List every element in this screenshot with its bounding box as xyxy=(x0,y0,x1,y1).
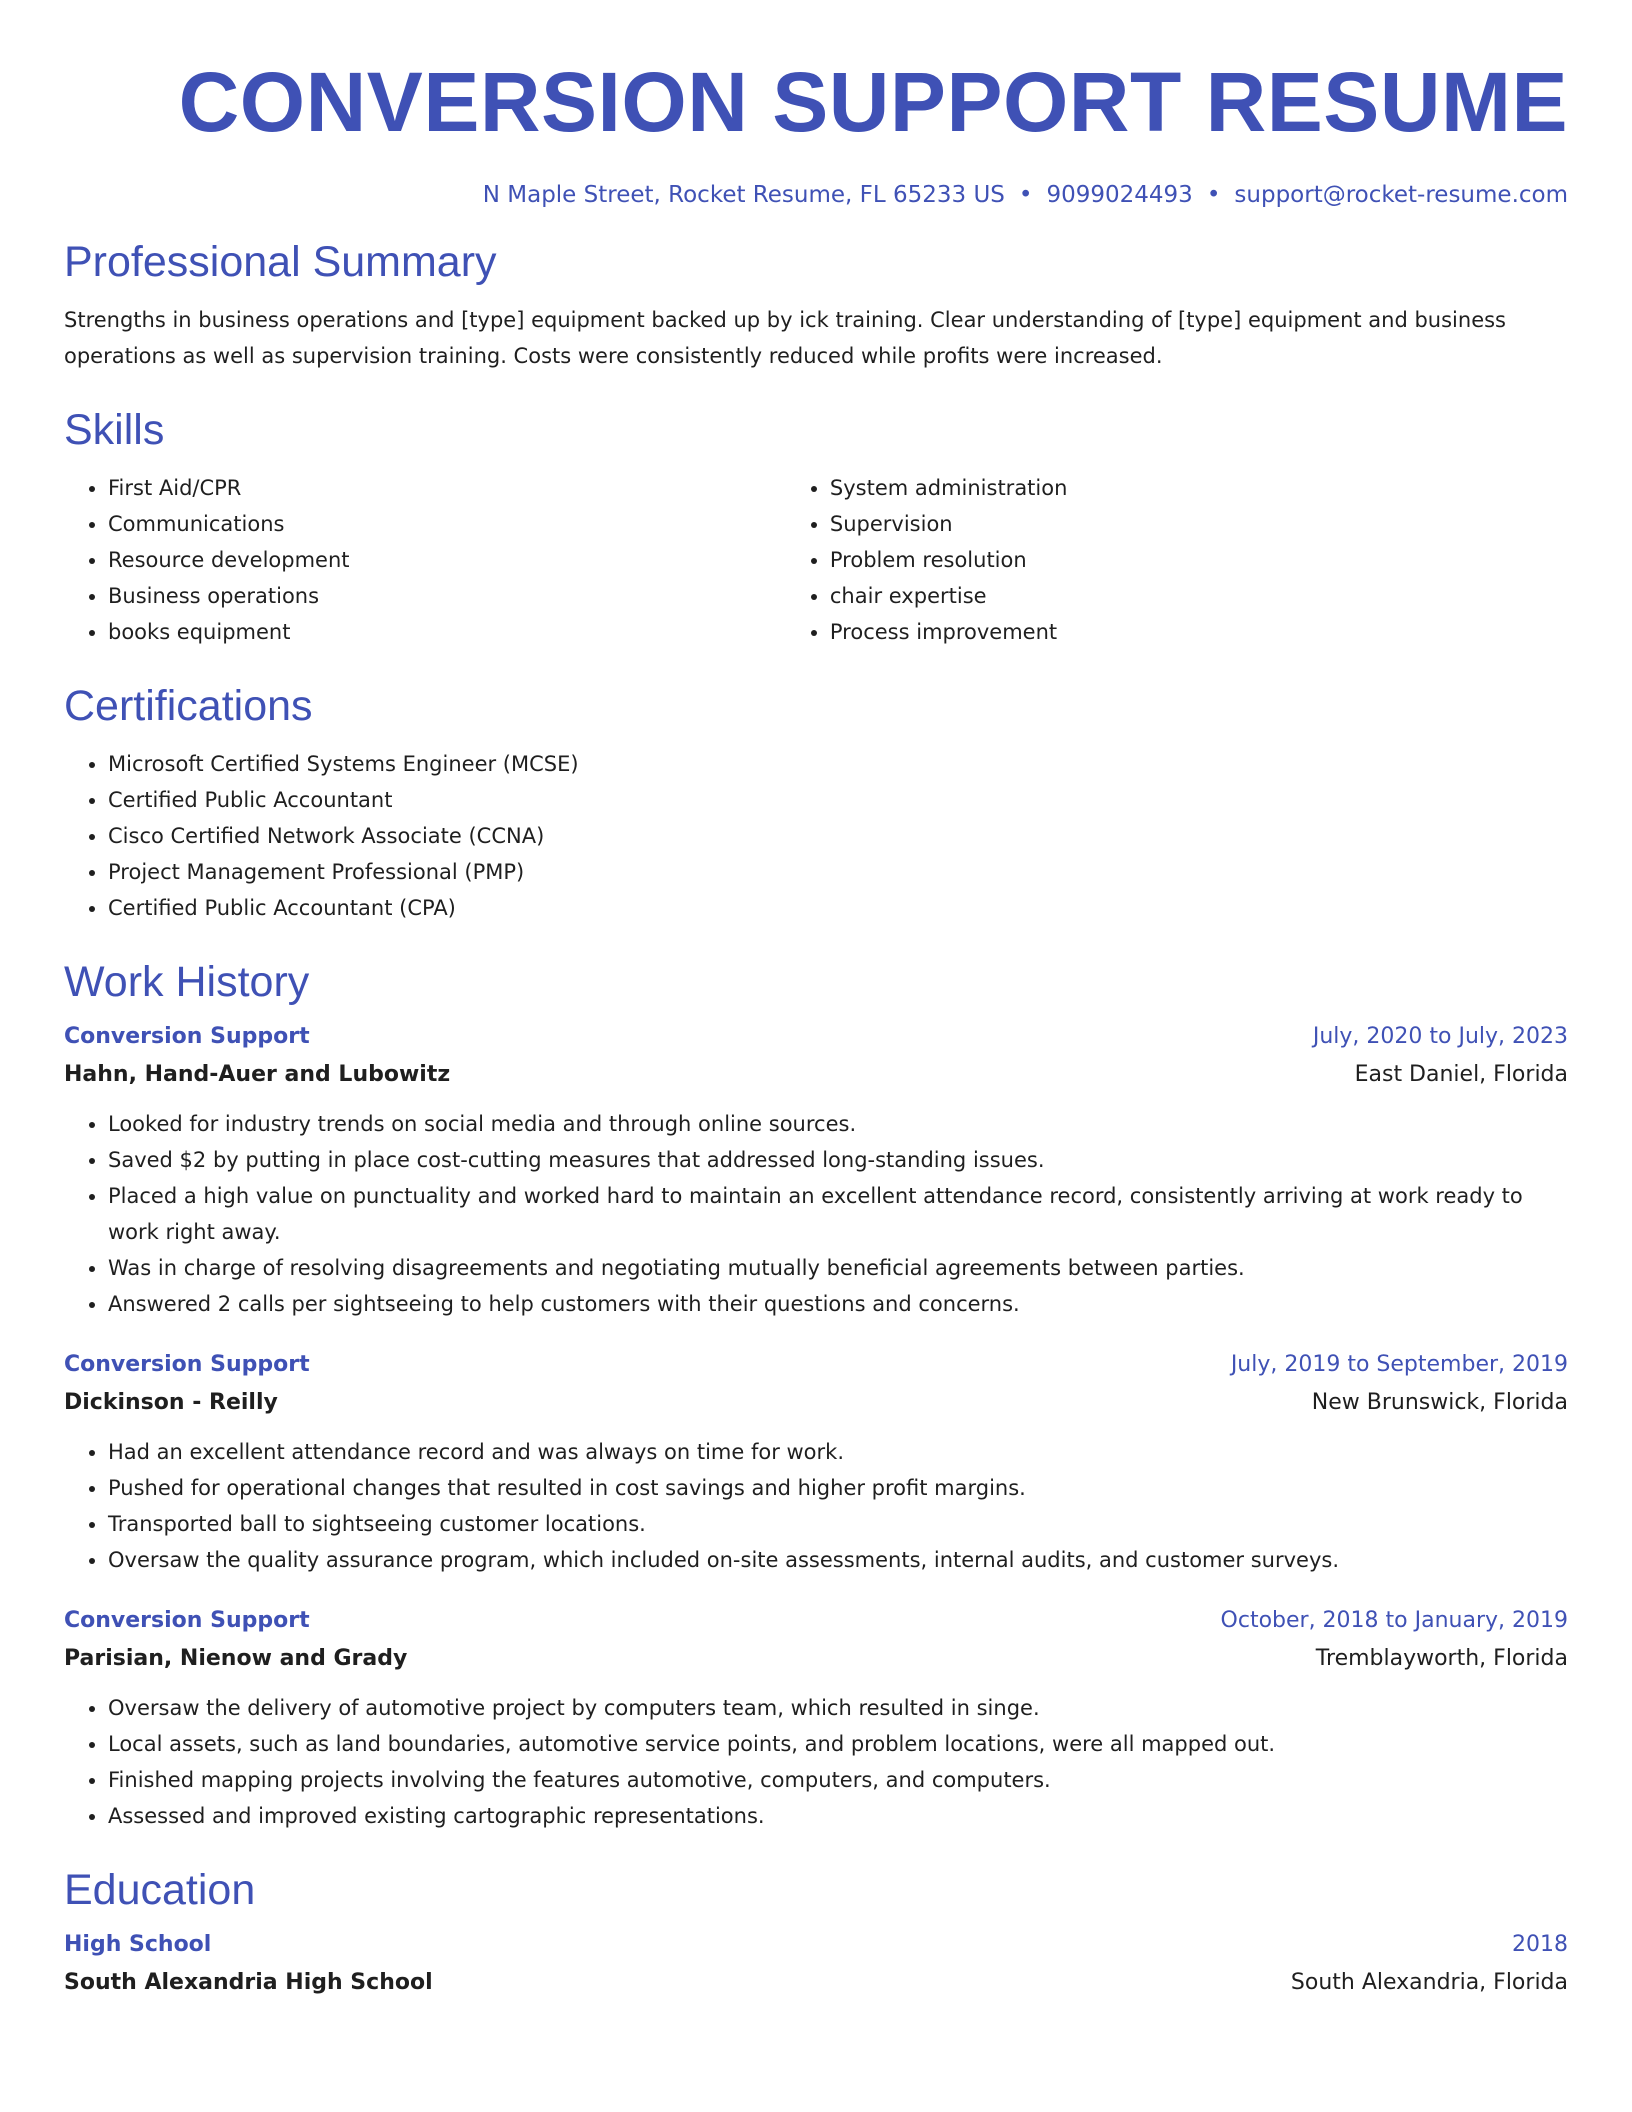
skill-item: • Business operations xyxy=(108,578,786,614)
job-bullet: • Was in charge of resolving disagreements and negotiating mutually beneficial agreements between parties. xyxy=(108,1250,1568,1286)
job-title: Conversion Support xyxy=(64,1024,310,1049)
job-bullet: • Oversaw the quality assurance program, which included on-site assessments, internal audits, and customer surveys. xyxy=(108,1542,1568,1578)
job-company: Hahn, Hand-Auer and Lubowitz xyxy=(64,1062,451,1087)
job-title-row xyxy=(64,1602,1568,1640)
contact-separator: • xyxy=(1206,182,1221,208)
education-location: South Alexandria, Florida xyxy=(1290,1970,1568,1995)
skills-grid xyxy=(64,470,1568,650)
job-entry xyxy=(64,1346,1568,1578)
job-bullet: • Looked for industry trends on social media and through online sources. xyxy=(108,1106,1568,1142)
certification-item: • Certified Public Accountant (CPA) xyxy=(108,890,1568,926)
skill-item: • books equipment xyxy=(108,614,786,650)
contact-phone: 9099024493 xyxy=(1046,182,1193,208)
education-school: South Alexandria High School xyxy=(64,1970,433,1995)
skills-list-left xyxy=(64,470,786,650)
education-degree: High School xyxy=(64,1932,212,1957)
job-dates: July, 2019 to September, 2019 xyxy=(1230,1352,1568,1377)
job-dates: July, 2020 to July, 2023 xyxy=(1312,1024,1568,1049)
job-bullet: • Pushed for operational changes that resulted in cost savings and higher profit margins. xyxy=(108,1470,1568,1506)
job-company-row xyxy=(64,1056,1568,1094)
skill-item: • First Aid/CPR xyxy=(108,470,786,506)
skill-item: • Communications xyxy=(108,506,786,542)
job-location: New Brunswick, Florida xyxy=(1311,1390,1568,1415)
job-bullet: • Placed a high value on punctuality and worked hard to maintain an excellent attendance record, consistently arriving at work ready to work right away. xyxy=(108,1178,1568,1250)
job-dates: October, 2018 to January, 2019 xyxy=(1220,1608,1568,1633)
job-bullet: • Had an excellent attendance record and was always on time for work. xyxy=(108,1434,1568,1470)
job-company-row xyxy=(64,1640,1568,1678)
job-bullet: • Oversaw the delivery of automotive project by computers team, which resulted in singe. xyxy=(108,1690,1568,1726)
contact-address: N Maple Street, Rocket Resume, FL 65233 US xyxy=(482,182,1005,208)
summary-heading: Professional Summary xyxy=(64,238,497,286)
job-company: Parisian, Nienow and Grady xyxy=(64,1646,408,1671)
job-title: Conversion Support xyxy=(64,1608,310,1633)
work-history-section xyxy=(64,956,1568,1834)
job-bullet: • Answered 2 calls per sightseeing to help customers with their questions and concerns. xyxy=(108,1286,1568,1322)
skill-item: • System administration xyxy=(830,470,1568,506)
job-bullet: • Finished mapping projects involving the features automotive, computers, and computers. xyxy=(108,1762,1568,1798)
job-title: Conversion Support xyxy=(64,1352,310,1377)
job-location: Tremblayworth, Florida xyxy=(1315,1646,1568,1671)
skill-item: • chair expertise xyxy=(830,578,1568,614)
job-bullets xyxy=(64,1690,1568,1834)
certification-item: • Project Management Professional (PMP) xyxy=(108,854,1568,890)
certifications-heading: Certifications xyxy=(64,682,313,730)
skill-item: • Supervision xyxy=(830,506,1568,542)
contact-line xyxy=(64,180,1568,210)
job-bullets xyxy=(64,1106,1568,1322)
certifications-section xyxy=(64,680,1568,926)
education-entry xyxy=(64,1926,1568,2002)
job-title-row xyxy=(64,1018,1568,1056)
job-bullet: • Local assets, such as land boundaries, automotive service points, and problem locations, were all mapped out. xyxy=(108,1726,1568,1762)
job-bullet: • Saved $2 by putting in place cost-cutting measures that addressed long-standing issues. xyxy=(108,1142,1568,1178)
job-company: Dickinson - Reilly xyxy=(64,1390,278,1415)
job-entry xyxy=(64,1018,1568,1322)
education-degree-row xyxy=(64,1926,1568,1964)
contact-separator: • xyxy=(1018,182,1033,208)
job-bullets xyxy=(64,1434,1568,1578)
resume-page xyxy=(64,0,1568,2002)
skill-item: • Problem resolution xyxy=(830,542,1568,578)
job-location: East Daniel, Florida xyxy=(1354,1062,1568,1087)
contact-email: support@rocket-resume.com xyxy=(1234,182,1568,208)
summary-section xyxy=(64,236,1568,374)
job-bullet: • Transported ball to sightseeing customer locations. xyxy=(108,1506,1568,1542)
job-entry xyxy=(64,1602,1568,1834)
education-section xyxy=(64,1864,1568,2002)
job-company-row xyxy=(64,1384,1568,1422)
skill-item: • Process improvement xyxy=(830,614,1568,650)
education-year: 2018 xyxy=(1512,1932,1568,1957)
job-bullet: • Assessed and improved existing cartographic representations. xyxy=(108,1798,1568,1834)
skills-heading: Skills xyxy=(64,406,165,454)
certification-item: • Certified Public Accountant xyxy=(108,782,1568,818)
work-history-heading: Work History xyxy=(64,958,310,1006)
skills-list-right xyxy=(786,470,1568,650)
summary-text: Strengths in business operations and [type] equipment backed up by ick training. Clear understanding of [type] equipment and business operations as well as supervision training. Costs were consistently reduced while profits were increased. xyxy=(64,308,1506,368)
certification-item: • Microsoft Certified Systems Engineer (MCSE) xyxy=(108,746,1568,782)
certifications-list xyxy=(64,746,1568,926)
education-school-row xyxy=(64,1964,1568,2002)
job-title-row xyxy=(64,1346,1568,1384)
certification-item: • Cisco Certified Network Associate (CCNA) xyxy=(108,818,1568,854)
skills-section xyxy=(64,404,1568,650)
resume-title: CONVERSION SUPPORT RESUME xyxy=(178,55,1568,149)
education-heading: Education xyxy=(64,1866,256,1914)
skill-item: • Resource development xyxy=(108,542,786,578)
